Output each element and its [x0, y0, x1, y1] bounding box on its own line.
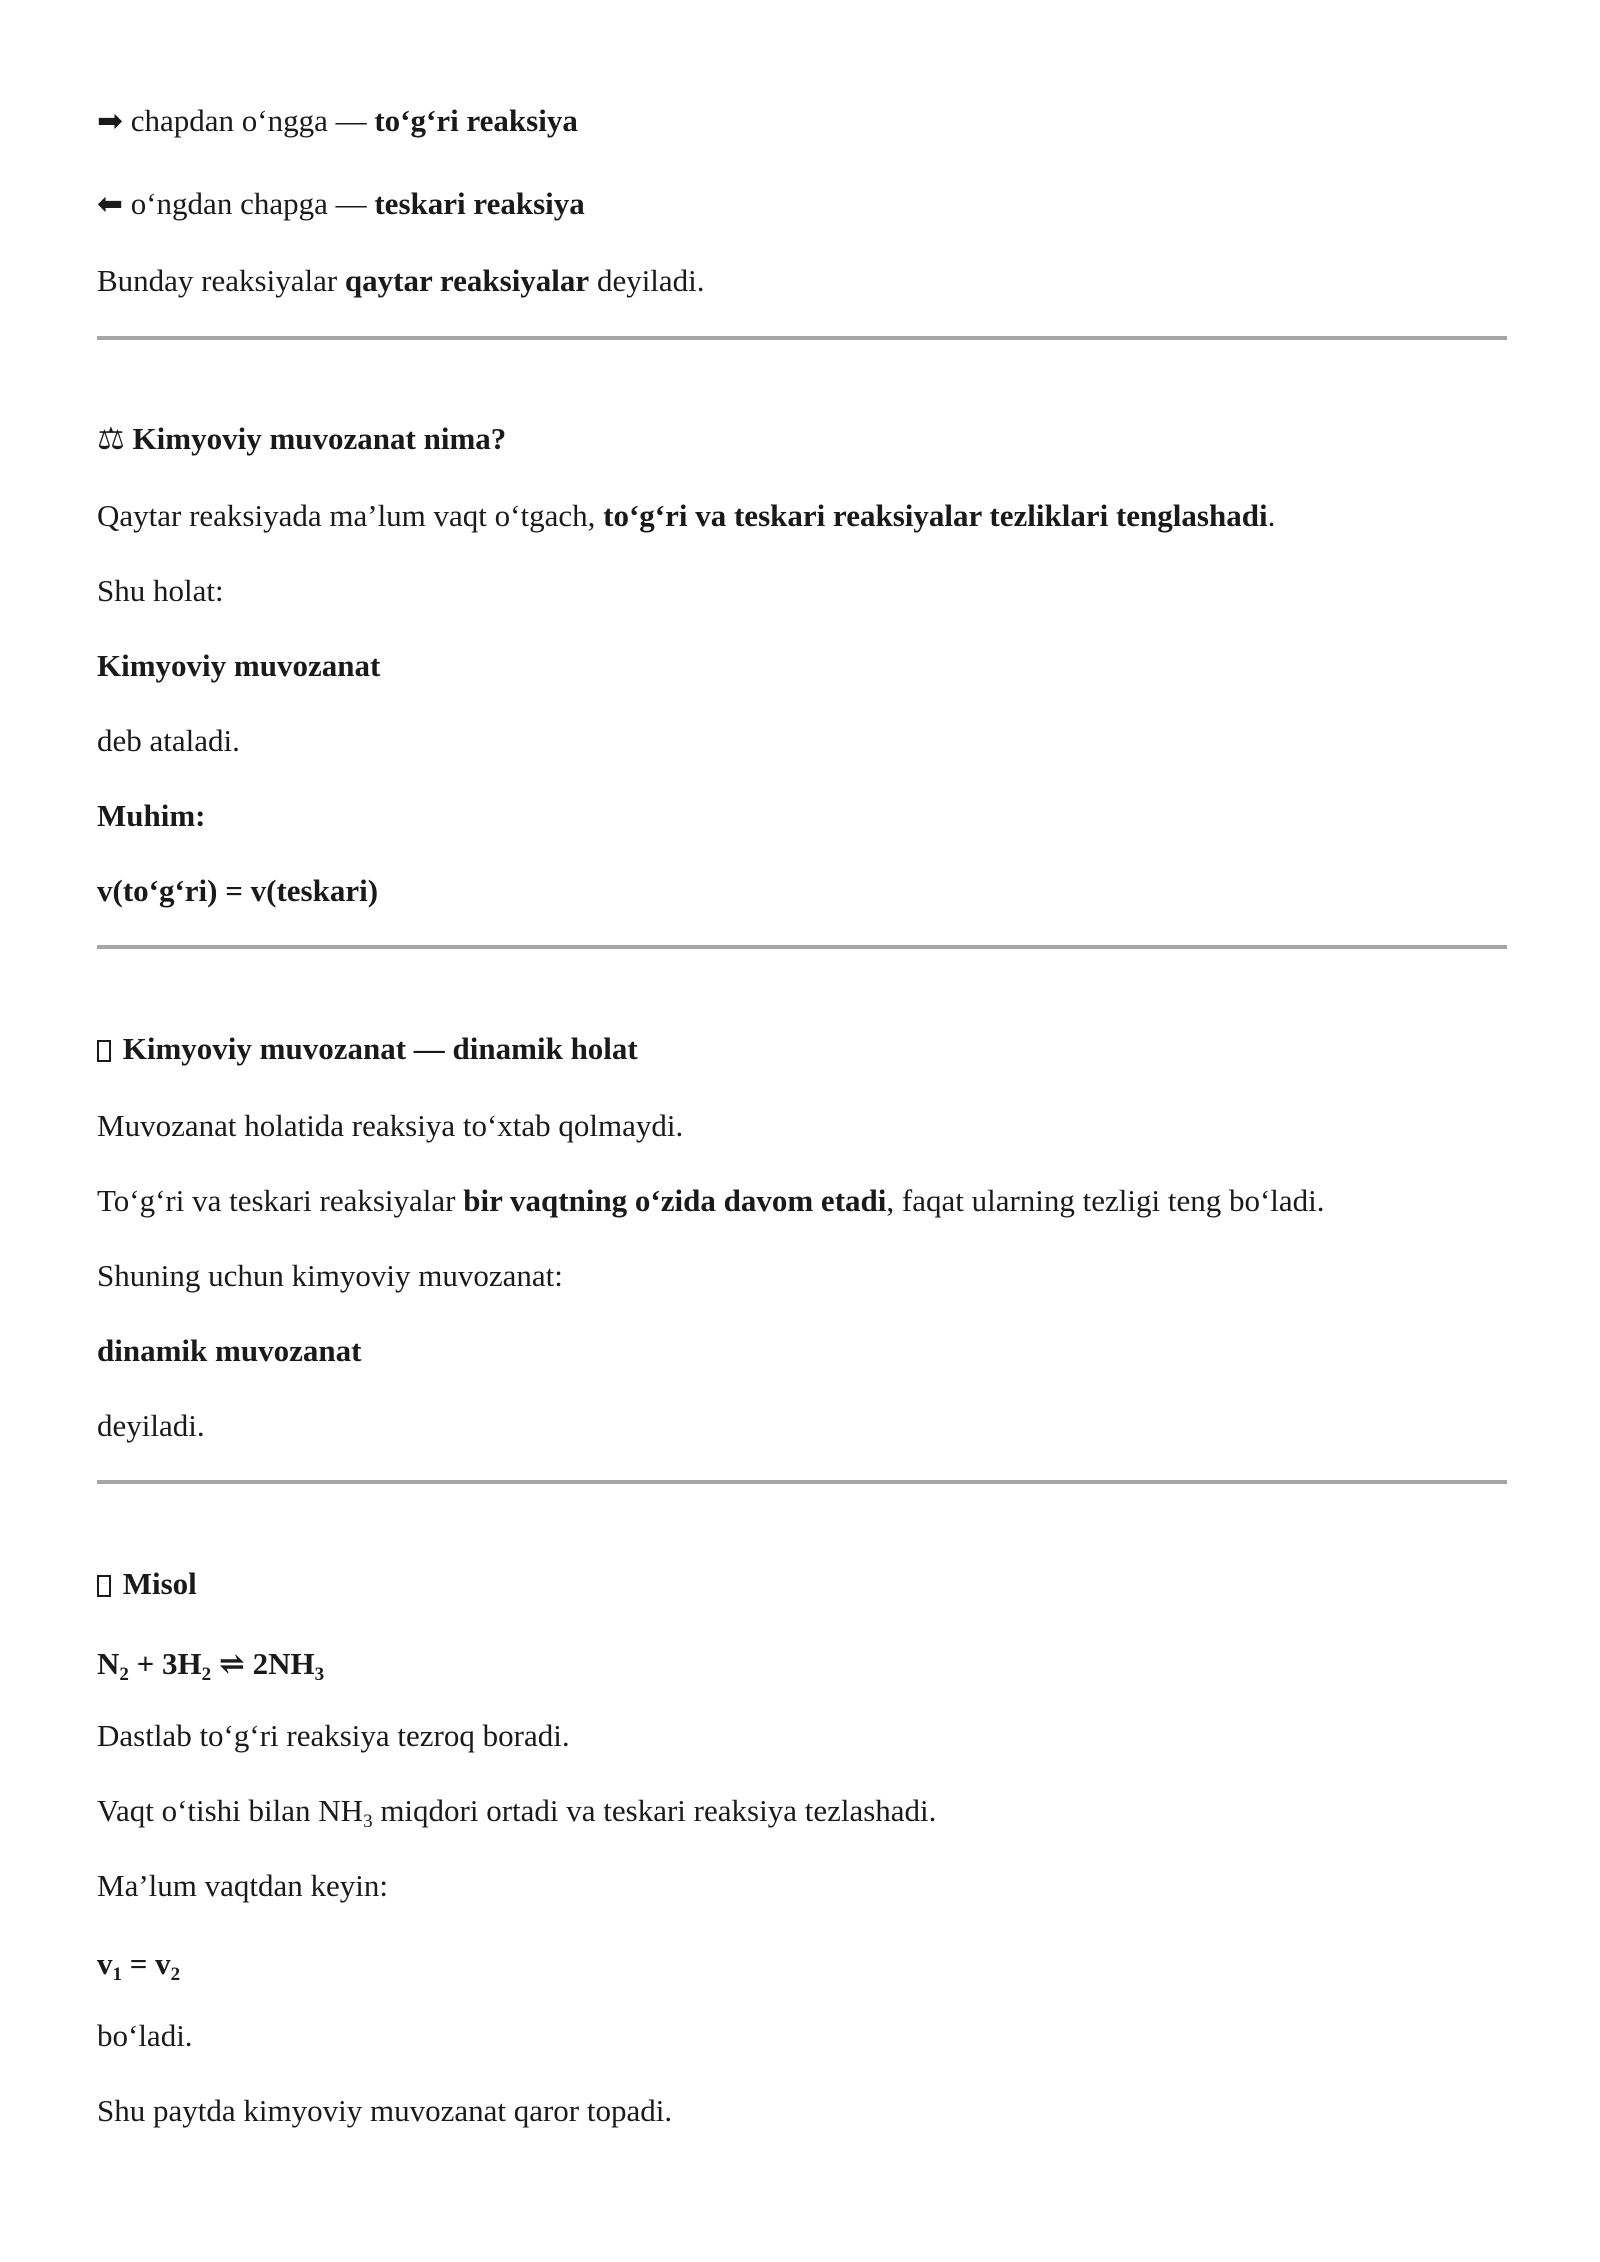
- reverse-reaction-line: [97, 185, 1503, 224]
- reverse-reaction-text: o‘ngdan chapga —: [130, 186, 367, 221]
- summary-post: deyiladi.: [596, 263, 705, 298]
- eq-arrow: ⇌ 2NH: [211, 1646, 315, 1681]
- example-para-2-post: miqdori ortadi va teskari reaksiya tezlashadi.: [372, 1793, 937, 1828]
- dynamic-heading-text: Kimyoviy muvozanat — dinamik holat: [122, 1031, 638, 1066]
- missing-glyph-icon: [97, 1040, 111, 1062]
- left-arrow-icon: ⬅: [97, 186, 123, 222]
- dynamic-para-2-pre: To‘g‘ri va teskari reaksiyalar: [97, 1183, 456, 1218]
- para-1-pre: Qaytar reaksiyada ma’lum vaqt o‘tgach,: [97, 498, 596, 533]
- reversible-summary-line: [97, 262, 1503, 301]
- example-para-2-pre: Vaqt o‘tishi bilan NH: [97, 1793, 364, 1828]
- example-para-5: Shu paytda kimyoviy muvozanat qaror topadi.: [97, 2093, 673, 2128]
- equilibrium-para-1: [97, 497, 1503, 536]
- rate-formula-text: v(to‘g‘ri) = v(teskari): [97, 873, 379, 908]
- eq-n: N: [97, 1646, 120, 1681]
- example-para-3: Ma’lum vaqtdan keyin:: [97, 1868, 388, 1903]
- state-line: Shu holat:: [97, 573, 224, 608]
- dynamic-term: [97, 1332, 1503, 1371]
- example-para-1: Dastlab to‘g‘ri reaksiya tezroq boradi.: [97, 1718, 570, 1753]
- eq-n-sub: 2: [119, 1664, 129, 1685]
- important-label-text: Muhim:: [97, 798, 206, 833]
- equilibrium-heading: [97, 420, 1503, 459]
- forward-reaction-text: chapdan o‘ngga —: [130, 103, 367, 138]
- example-para-2: [97, 1792, 1503, 1831]
- eq-plus: + 3H: [128, 1646, 202, 1681]
- velocity-equality-text: [97, 1946, 181, 1985]
- equilibrium-term-text: Kimyoviy muvozanat: [97, 648, 381, 683]
- important-label: [97, 797, 1503, 836]
- missing-glyph-icon: [97, 1575, 111, 1597]
- velocity-equality: [97, 1945, 1503, 1984]
- v1: v: [97, 1946, 113, 1981]
- equilibrium-heading-text: Kimyoviy muvozanat nima?: [132, 421, 507, 456]
- example-para-2-sub: 3: [363, 1811, 373, 1832]
- dynamic-para-2-post: , faqat ularning tezligi teng bo‘ladi.: [886, 1183, 1325, 1218]
- dynamic-para-2-bold: bir vaqtning o‘zida davom etadi: [463, 1183, 887, 1218]
- para-1-post: .: [1267, 498, 1276, 533]
- v-eq: = v: [122, 1946, 171, 1981]
- dynamic-para-2: [97, 1182, 1503, 1221]
- summary-pre: Bunday reaksiyalar: [97, 263, 338, 298]
- dynamic-term-text: dinamik muvozanat: [97, 1333, 362, 1368]
- ammonia-equation-text: [97, 1646, 325, 1685]
- eq-nh-sub: 3: [314, 1664, 325, 1685]
- right-arrow-icon: ➡: [97, 103, 123, 139]
- summary-term: qaytar reaksiyalar: [344, 263, 590, 298]
- called-line: deb ataladi.: [97, 723, 240, 758]
- section-divider: [97, 1480, 1507, 1484]
- balance-scale-icon: ⚖: [97, 421, 125, 457]
- reverse-reaction-term: teskari reaksiya: [374, 186, 585, 221]
- forward-reaction-line: [97, 102, 1503, 141]
- v2-sub: 2: [170, 1964, 181, 1985]
- example-heading-text: Misol: [122, 1566, 197, 1601]
- dynamic-called-line: deyiladi.: [97, 1408, 205, 1443]
- ammonia-equation: [97, 1645, 1503, 1684]
- rate-formula: [97, 872, 1503, 911]
- v1-sub: 1: [112, 1964, 122, 1985]
- example-para-4: bo‘ladi.: [97, 2018, 193, 2053]
- example-heading: [97, 1565, 1503, 1604]
- section-divider: [97, 945, 1507, 949]
- section-divider: [97, 336, 1507, 340]
- forward-reaction-term: to‘g‘ri reaksiya: [374, 103, 578, 138]
- dynamic-heading: [97, 1030, 1503, 1069]
- dynamic-para-3: Shuning uchun kimyoviy muvozanat:: [97, 1258, 563, 1293]
- eq-h-sub: 2: [201, 1664, 212, 1685]
- dynamic-para-1: Muvozanat holatida reaksiya to‘xtab qolmaydi.: [97, 1108, 684, 1143]
- equilibrium-term: [97, 647, 1503, 686]
- para-1-bold: to‘g‘ri va teskari reaksiyalar tezliklari tenglashadi: [603, 498, 1268, 533]
